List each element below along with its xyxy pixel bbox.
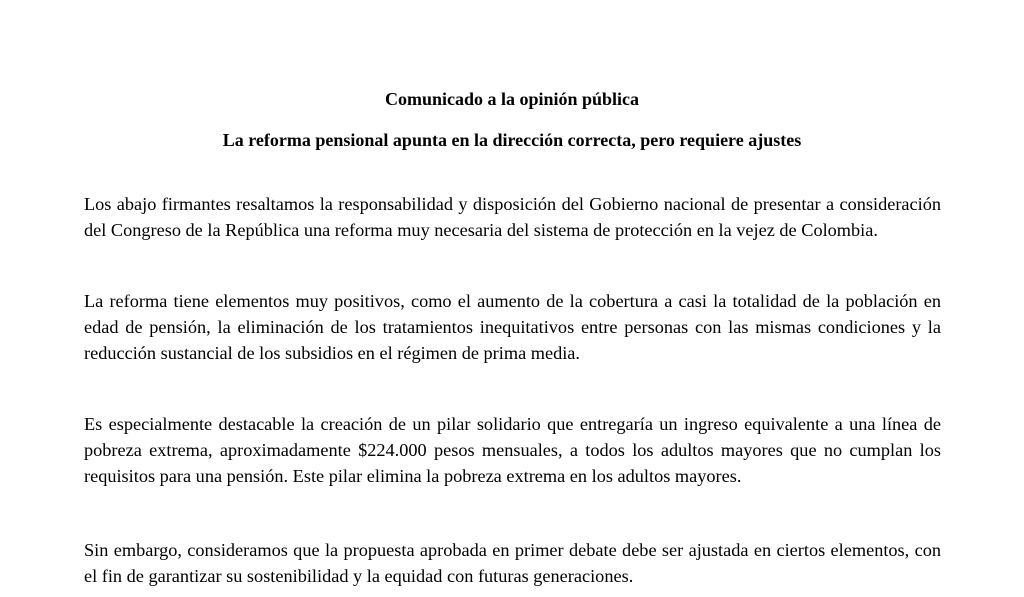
paragraph-1: Los abajo firmantes resaltamos la responsabilidad y disposición del Gobierno nacional de presentar a consideración del Congreso de la República una reforma muy necesaria del sistema de protección en la vejez de Colombia.	[84, 194, 941, 240]
paragraph-4: Sin embargo, consideramos que la propuesta aprobada en primer debate debe ser ajustada en ciertos elementos, con el fin de garantizar su sostenibilidad y la equidad con futuras generaciones.	[84, 540, 941, 586]
page-title: Comunicado a la opinión pública	[384, 89, 640, 109]
paragraph-2: La reforma tiene elementos muy positivos, como el aumento de la cobertura a casi la totalidad de la población en edad de pensión, la eliminación de los tratamientos inequitativos entre personas con las mismas condiciones y la reducción sustancial de los subsidios en el régimen de prima media.	[84, 291, 941, 363]
paragraph-3: Es especialmente destacable la creación de un pilar solidario que entregaría un ingreso equivalente a una línea de pobreza extrema, aproximadamente $224.000 pesos mensuales, a todos los adultos mayores que no cumplan los requisitos para una pensión. Este pilar elimina la pobreza extrema en los adultos mayores.	[84, 414, 941, 486]
page-subtitle: La reforma pensional apunta en la dirección correcta, pero requiere ajustes	[222, 130, 802, 150]
